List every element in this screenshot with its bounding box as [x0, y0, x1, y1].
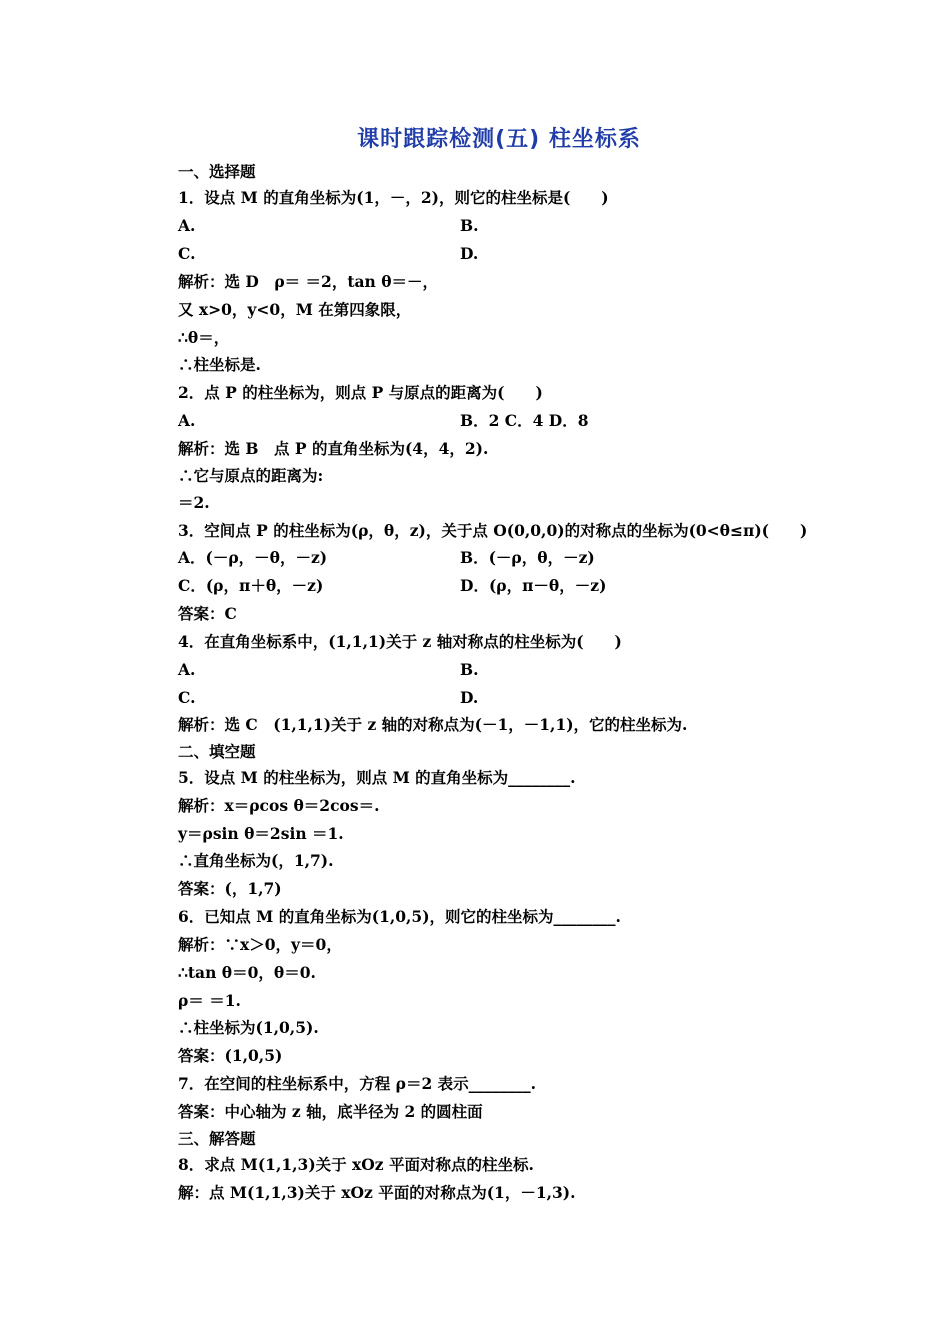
line-option-right: D.: [460, 244, 479, 263]
line-text: 解析：x＝ρcos θ＝2cos＝.: [178, 796, 380, 815]
text-line: [178, 713, 687, 737]
line-text: 解析：∵x＞0，y＝0，: [178, 935, 342, 954]
line-text: 又 x>0，y<0，M 在第四象限，: [178, 300, 412, 319]
text-line: [178, 326, 229, 350]
line-text: 答案：C: [178, 604, 237, 623]
text-line: [178, 658, 479, 682]
text-line: [178, 353, 261, 377]
text-line: [178, 1127, 256, 1151]
line-text: 解：点 M(1,1,3)关于 xOz 平面的对称点为(1，－1,3).: [178, 1183, 576, 1202]
text-line: [178, 1153, 534, 1177]
line-text: 解析：选 D ρ＝ ＝2，tan θ＝－，: [178, 272, 439, 291]
line-text: ∴tan θ＝0，θ＝0.: [178, 963, 316, 982]
line-text: 8．求点 M(1,1,3)关于 xOz 平面对称点的柱坐标.: [178, 1155, 534, 1174]
line-text: 一、选择题: [178, 162, 256, 181]
text-line: [178, 686, 479, 710]
text-line: [178, 905, 621, 929]
line-text: C．(ρ，π＋θ，－z): [178, 576, 324, 595]
text-line: [178, 574, 607, 598]
text-line: [178, 519, 807, 543]
line-text: 1．设点 M 的直角坐标为(1，－，2)，则它的柱坐标是( ): [178, 188, 609, 207]
line-text: A.: [178, 216, 196, 235]
line-text: A．(－ρ，－θ，－z): [178, 548, 328, 567]
line-option-right: B．(－ρ，θ，－z): [460, 548, 595, 567]
line-text: 7．在空间的柱坐标系中，方程 ρ＝2 表示________.: [178, 1074, 537, 1093]
line-text: C.: [178, 688, 196, 707]
page-title: 课时跟踪检测(五) 柱坐标系: [357, 127, 641, 152]
line-text: 5．设点 M 的柱坐标为，则点 M 的直角坐标为________.: [178, 768, 576, 787]
text-line: [178, 491, 210, 515]
line-option-right: B.: [460, 660, 479, 679]
text-line: [178, 437, 488, 461]
text-line: [178, 766, 576, 790]
line-text: 答案：(1,0,5): [178, 1046, 283, 1065]
text-line: [178, 794, 379, 818]
line-text: 解析：选 B 点 P 的直角坐标为(4，4，2).: [178, 439, 489, 458]
line-text: 4．在直角坐标系中，(1,1,1)关于 z 轴对称点的柱坐标为( ): [178, 632, 622, 651]
text-line: [178, 933, 342, 957]
text-line: [178, 1072, 536, 1096]
text-line: [178, 160, 256, 184]
line-text: ∴柱坐标是.: [178, 355, 261, 374]
line-option-right: B．2 C．4 D．8: [460, 411, 589, 430]
text-line: [178, 546, 595, 570]
text-line: [178, 602, 237, 626]
line-text: 解析：选 C (1,1,1)关于 z 轴的对称点为(－1，－1,1)，它的柱坐标为.: [178, 715, 688, 734]
line-text: ＝2.: [178, 493, 210, 512]
line-text: A.: [178, 660, 196, 679]
text-line: [178, 877, 282, 901]
line-text: 三、解答题: [178, 1129, 256, 1148]
text-line: [178, 822, 344, 846]
line-text: ∴直角坐标为(，1,7).: [178, 851, 334, 870]
line-option-right: D.: [460, 688, 479, 707]
line-text: ∴柱坐标为(1,0,5).: [178, 1018, 319, 1037]
line-text: ∴θ＝，: [178, 328, 230, 347]
line-text: 2．点 P 的柱坐标为，则点 P 与原点的距离为( ): [178, 383, 543, 402]
text-line: [178, 381, 543, 405]
text-line: [178, 1181, 576, 1205]
text-line: [178, 298, 411, 322]
text-line: [178, 186, 609, 210]
text-line: [178, 409, 589, 433]
text-line: [178, 1016, 319, 1040]
text-line: [178, 270, 438, 294]
line-text: 3．空间点 P 的柱坐标为(ρ，θ，z)，关于点 O(0,0,0)的对称点的坐标为(0<θ≤π)( ): [178, 521, 808, 540]
text-line: [178, 630, 622, 654]
line-text: 二、填空题: [178, 742, 256, 761]
line-option-right: D．(ρ，π－θ，－z): [460, 576, 607, 595]
line-text: 答案：(，1,7): [178, 879, 282, 898]
text-line: [178, 740, 256, 764]
text-line: [178, 1044, 282, 1068]
line-text: y＝ρsin θ＝2sin ＝1.: [178, 824, 344, 843]
text-line: [178, 989, 241, 1013]
line-text: ∴它与原点的距离为:: [178, 466, 324, 485]
text-line: [178, 1100, 483, 1124]
line-text: 答案：中心轴为 z 轴，底半径为 2 的圆柱面: [178, 1102, 483, 1121]
text-line: [178, 464, 323, 488]
line-option-right: B.: [460, 216, 479, 235]
text-line: [178, 849, 334, 873]
text-line: [178, 214, 479, 238]
text-line: [178, 242, 479, 266]
line-text: A.: [178, 411, 196, 430]
line-text: C.: [178, 244, 196, 263]
line-text: ρ＝ ＝1.: [178, 991, 241, 1010]
line-text: 6．已知点 M 的直角坐标为(1,0,5)，则它的柱坐标为________.: [178, 907, 621, 926]
text-line: [178, 961, 316, 985]
